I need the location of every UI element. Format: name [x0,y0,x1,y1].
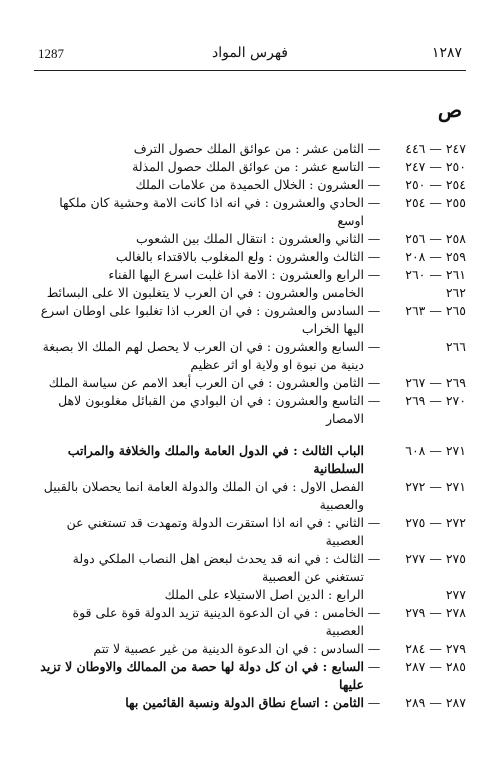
index-entry [34,158,466,176]
index-entry [34,284,466,302]
entry-dash: — [367,695,381,710]
entry-title: الحادي والعشرون : في انه اذا كانت الامة وحشية كان ملكها اوسع [59,195,364,228]
index-entry [34,586,466,604]
entry-pages: ٢٧٠ — ٢٦٩ [405,393,466,408]
index-entry [34,694,466,712]
entry-title: الرابع والعشرون : الامة اذا غلبت اسرع اليها الفناء [108,267,364,282]
index-entry [34,478,466,514]
entry-dash: — [367,249,381,264]
entry-pages: ٢٧٩ — ٢٨٤ [405,641,466,656]
entry-title: الثالث والعشرون : ولع المغلوب بالاقتداء بالغالب [115,249,364,264]
entry-pages: ٢٥٤ — ٢٥٠ [405,177,466,192]
index-entry [34,514,466,550]
entry-pages: ٢٦٦ [445,339,466,354]
entry-pages: ٢٧٨ — ٢٧٩ [405,605,466,620]
entry-title: السابع : في ان كل دولة لها حصة من الممالك والاوطان لا تزيد عليها [40,659,364,692]
entry-pages: ٢٦٢ [445,285,466,300]
entry-title: السابع والعشرون : في ان العرب لا يحصل لهم الملك الا بصبغة دينية من نبوة او ولاية او اثر عظيم [42,339,364,372]
index-entry [34,302,466,338]
entry-pages: ٢٧٥ — ٢٧٧ [405,551,466,566]
entry-title: التاسع والعشرون : في ان البوادي من القبائل مغلوبون لاهل الامصار [58,393,364,426]
index-entry [34,658,466,694]
index-entry [34,640,466,658]
entry-dash: — [367,195,381,210]
entry-pages: ٢٦١ — ٢٦٠ [405,267,466,282]
index-entry [34,374,466,392]
entry-pages: ٢٥٠ — ٢٤٧ [405,159,466,174]
entry-dash: — [367,177,381,192]
entry-title: العشرون : الخلال الحميدة من علامات الملك [135,177,364,192]
entry-title: الثامن والعشرون : في ان العرب أبعد الامم عن سياسة الملك [48,375,364,390]
entry-pages: ٢٧١ — ٢٧٢ [405,479,466,494]
entry-pages: ٢٥٩ — ٢٠٨ [405,249,466,264]
index-entry [34,140,466,158]
index-entry [34,442,466,478]
entry-title: الثامن : اتساع نطاق الدولة ونسبة القائمين بها [125,695,364,710]
entry-title: التاسع عشر : من عوائق الملك حصول المذلة [132,159,364,174]
entry-dash: — [367,303,381,318]
entry-pages: ٢٥٥ — ٢٥٤ [405,195,466,210]
section-letter: ص [437,98,462,122]
page-header [34,44,466,71]
entry-title: الفصل الاول : في ان الملك والدولة العامة انما يحصلان بالقبيل والعصبية [43,479,364,512]
entry-dash: — [367,159,381,174]
entry-title: الرابع : الدين اصل الاستيلاء على الملك [164,587,364,602]
index-entries [34,140,466,712]
page-number-arabic: ١٢٨٧ [431,45,462,61]
entry-dash: — [367,375,381,390]
entry-pages: ٢٦٩ — ٢٦٧ [405,375,466,390]
entry-dash: — [367,393,381,408]
index-entry [34,338,466,374]
entry-pages: ٢٧١ — ٦٠٨ [405,443,466,458]
index-entry [34,392,466,428]
index-entry [34,194,466,230]
entry-title: السادس والعشرون : في ان العرب اذا تغلبوا على اوطان اسرع اليها الخراب [40,303,364,336]
entry-title: الثالث : في انه قد يحدث لبعض اهل النصاب الملكي دولة تستغني عن العصبية [72,551,364,584]
entry-dash: — [367,659,381,674]
entry-dash: — [367,515,381,530]
entry-dash: — [367,231,381,246]
index-entry [34,230,466,248]
entry-pages: ٢٨٥ — ٢٨٧ [405,659,466,674]
entry-dash: — [367,605,381,620]
entry-pages: ٢٤٧ — ٤٤٦ [405,141,466,156]
entry-title: الثاني والعشرون : انتقال الملك بين الشعوب [136,231,364,246]
entry-title: الثاني : في انه اذا استقرت الدولة وتمهدت قد تستغني عن العصبية [66,515,364,548]
entry-title: الخامس والعشرون : في ان العرب لا يتغلبون الا على البسائط [46,285,364,300]
entry-title: الخامس : في ان الدعوة الدينية تزيد الدولة قوة على قوة العصبية [72,605,364,638]
index-entry [34,176,466,194]
entry-dash: — [367,339,381,354]
index-entry [34,266,466,284]
entry-pages: ٢٨٧ — ٢٨٩ [405,695,466,710]
entry-dash: — [367,141,381,156]
entry-dash: — [367,551,381,566]
entry-title: الباب الثالث : في الدول العامة والملك والخلافة والمراتب السلطانية [67,443,364,476]
index-entry [34,604,466,640]
entry-pages: ٢٧٧ [445,587,466,602]
entry-pages: ٢٦٥ — ٢٦٣ [405,303,466,318]
entry-title: الثامن عشر : من عوائق الملك حصول الترف [133,141,364,156]
running-title: فهرس المواد [211,45,288,61]
entry-pages: ٢٥٨ — ٢٥٦ [405,231,466,246]
section-gap [34,428,466,442]
page-number-latin: 1287 [38,46,64,61]
entry-dash: — [367,641,381,656]
entry-title: السادس : في ان الدعوة الدينية من غير عصبية لا تتم [93,641,364,656]
entry-dash: — [367,267,381,282]
index-entry [34,550,466,586]
index-entry [34,248,466,266]
entry-pages: ٢٧٢ — ٢٧٥ [405,515,466,530]
